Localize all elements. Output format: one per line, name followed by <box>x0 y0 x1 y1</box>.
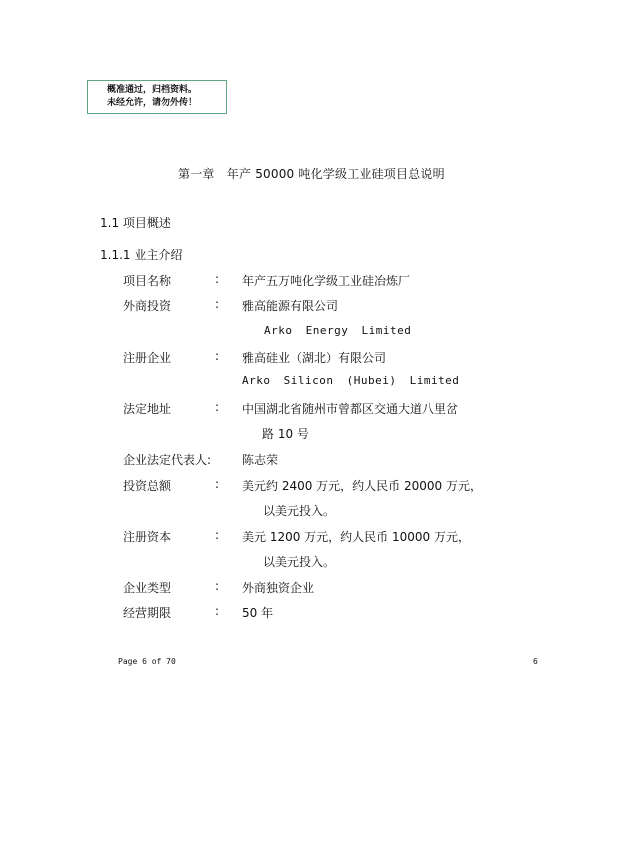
field-value: 美元 1200 万元，约人民币 10000 万元， <box>242 530 470 544</box>
field-label: 外商投资 <box>123 299 172 313</box>
field-continuation: 路 10 号 <box>262 427 309 441</box>
section-heading: 1.1 项目概述 <box>100 216 171 230</box>
chapter-title: 第一章 年产 50000 吨化学级工业硅项目总说明 <box>178 167 445 181</box>
field-colon: : <box>215 528 220 542</box>
field-continuation: 以美元投入。 <box>263 555 336 569</box>
field-label: 经营期限 <box>123 606 172 620</box>
field-registered-capital <box>123 528 523 548</box>
field-label: 投资总额 <box>123 479 172 493</box>
field-value: 年产五万吨化学级工业硅冶炼厂 <box>242 274 411 288</box>
stamp-line-1: 概准通过，归档资料。 <box>107 85 198 95</box>
stamp-line-2: 未经允许，请勿外传！ <box>107 98 198 108</box>
field-colon: : <box>215 272 220 286</box>
field-colon: : <box>215 477 220 491</box>
field-label: 注册资本 <box>123 530 172 544</box>
field-label: 法定地址 <box>123 402 172 416</box>
field-colon: : <box>215 349 220 363</box>
field-value: 外商独资企业 <box>242 581 315 595</box>
field-value: 雅高硅业（湖北）有限公司 <box>242 351 387 365</box>
field-label: 项目名称 <box>123 274 172 288</box>
field-label: 企业类型 <box>123 581 172 595</box>
field-colon: : <box>215 400 220 414</box>
field-continuation: 以美元投入。 <box>263 504 336 518</box>
field-label: 企业法定代表人: <box>123 453 212 467</box>
field-foreign-investor <box>123 297 523 317</box>
confidential-stamp <box>87 80 227 114</box>
field-value: 陈志荣 <box>242 453 279 467</box>
field-colon: : <box>215 297 220 311</box>
field-enterprise-type <box>123 579 523 599</box>
field-value: 雅高能源有限公司 <box>242 299 339 313</box>
field-project-name <box>123 272 523 292</box>
field-colon: : <box>215 579 220 593</box>
field-value: 美元约 2400 万元，约人民币 20000 万元， <box>242 479 482 493</box>
field-colon: : <box>215 604 220 618</box>
page-footer-number: 6 <box>533 657 538 666</box>
field-legal-representative <box>123 451 523 471</box>
field-registered-company <box>123 349 523 369</box>
field-value: 中国湖北省随州市曾都区交通大道八里岔 <box>242 402 459 416</box>
field-continuation: Arko Silicon (Hubei) Limited <box>242 374 460 387</box>
field-total-investment <box>123 477 523 497</box>
field-operation-period <box>123 604 523 624</box>
field-value: 50 年 <box>242 606 274 620</box>
field-legal-address <box>123 400 523 420</box>
page-footer-label: Page 6 of 70 <box>118 657 176 666</box>
field-continuation: Arko Energy Limited <box>264 324 412 337</box>
subsection-heading: 1.1.1 业主介绍 <box>100 248 183 262</box>
field-label: 注册企业 <box>123 351 172 365</box>
